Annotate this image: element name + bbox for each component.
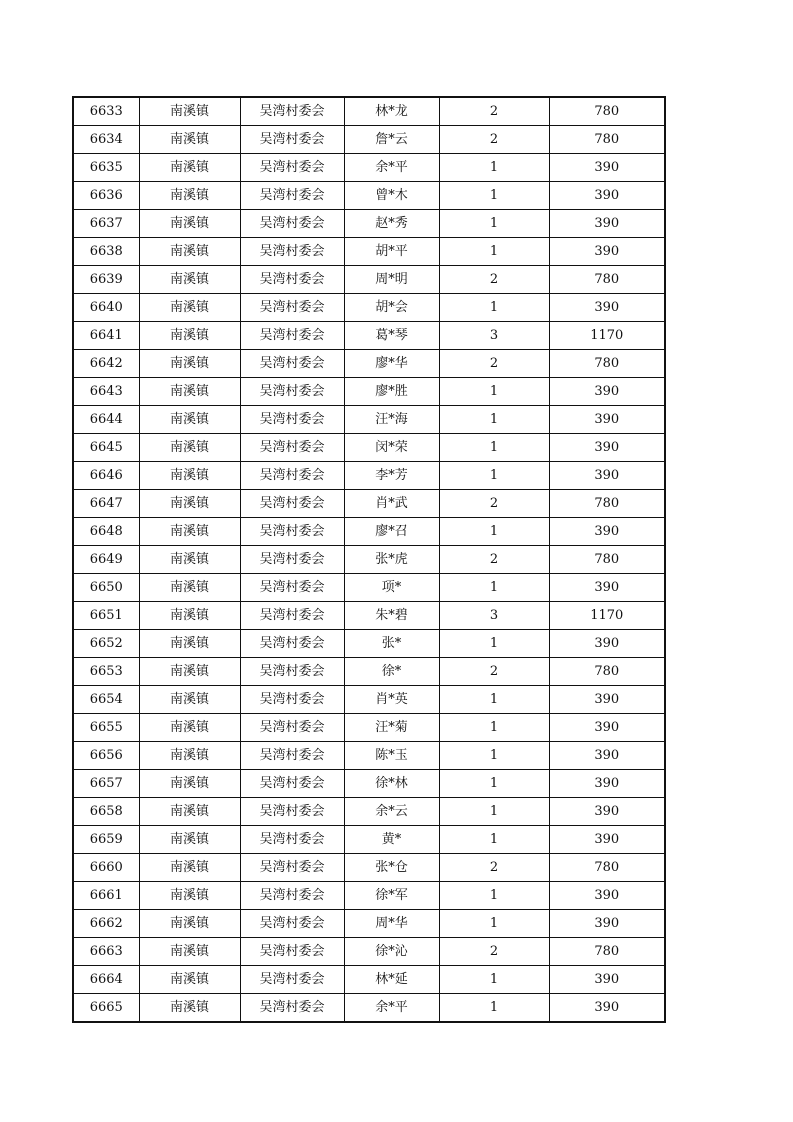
count-cell: 1 xyxy=(439,210,549,238)
village-cell: 吴湾村委会 xyxy=(240,910,344,938)
row-id-cell: 6652 xyxy=(73,630,139,658)
name-cell: 徐*沁 xyxy=(344,938,439,966)
count-cell: 1 xyxy=(439,770,549,798)
table-row xyxy=(73,97,665,126)
village-cell: 吴湾村委会 xyxy=(240,462,344,490)
count-cell: 1 xyxy=(439,154,549,182)
town-cell: 南溪镇 xyxy=(139,966,240,994)
village-cell: 吴湾村委会 xyxy=(240,798,344,826)
table-row xyxy=(73,882,665,910)
name-cell: 肖*英 xyxy=(344,686,439,714)
amount-cell: 390 xyxy=(549,518,665,546)
amount-cell: 780 xyxy=(549,490,665,518)
count-cell: 2 xyxy=(439,490,549,518)
count-cell: 1 xyxy=(439,686,549,714)
village-cell: 吴湾村委会 xyxy=(240,602,344,630)
village-cell: 吴湾村委会 xyxy=(240,882,344,910)
amount-cell: 390 xyxy=(549,238,665,266)
town-cell: 南溪镇 xyxy=(139,518,240,546)
count-cell: 1 xyxy=(439,238,549,266)
name-cell: 徐*军 xyxy=(344,882,439,910)
name-cell: 廖*胜 xyxy=(344,378,439,406)
village-cell: 吴湾村委会 xyxy=(240,658,344,686)
name-cell: 闵*荣 xyxy=(344,434,439,462)
name-cell: 陈*玉 xyxy=(344,742,439,770)
row-id-cell: 6650 xyxy=(73,574,139,602)
row-id-cell: 6651 xyxy=(73,602,139,630)
amount-cell: 780 xyxy=(549,126,665,154)
row-id-cell: 6654 xyxy=(73,686,139,714)
table-row xyxy=(73,210,665,238)
table-row xyxy=(73,434,665,462)
row-id-cell: 6659 xyxy=(73,826,139,854)
amount-cell: 390 xyxy=(549,630,665,658)
name-cell: 张* xyxy=(344,630,439,658)
count-cell: 1 xyxy=(439,462,549,490)
village-cell: 吴湾村委会 xyxy=(240,546,344,574)
town-cell: 南溪镇 xyxy=(139,322,240,350)
name-cell: 胡*平 xyxy=(344,238,439,266)
row-id-cell: 6643 xyxy=(73,378,139,406)
name-cell: 徐* xyxy=(344,658,439,686)
town-cell: 南溪镇 xyxy=(139,182,240,210)
table-row xyxy=(73,602,665,630)
amount-cell: 390 xyxy=(549,462,665,490)
village-cell: 吴湾村委会 xyxy=(240,938,344,966)
village-cell: 吴湾村委会 xyxy=(240,378,344,406)
row-id-cell: 6662 xyxy=(73,910,139,938)
amount-cell: 780 xyxy=(549,546,665,574)
name-cell: 朱*碧 xyxy=(344,602,439,630)
table-row xyxy=(73,238,665,266)
town-cell: 南溪镇 xyxy=(139,97,240,126)
name-cell: 项* xyxy=(344,574,439,602)
table-row xyxy=(73,126,665,154)
village-cell: 吴湾村委会 xyxy=(240,854,344,882)
town-cell: 南溪镇 xyxy=(139,238,240,266)
table-row xyxy=(73,686,665,714)
table-row xyxy=(73,994,665,1023)
amount-cell: 390 xyxy=(549,686,665,714)
row-id-cell: 6638 xyxy=(73,238,139,266)
town-cell: 南溪镇 xyxy=(139,210,240,238)
count-cell: 1 xyxy=(439,378,549,406)
table-row xyxy=(73,546,665,574)
row-id-cell: 6633 xyxy=(73,97,139,126)
town-cell: 南溪镇 xyxy=(139,770,240,798)
village-cell: 吴湾村委会 xyxy=(240,154,344,182)
table-row xyxy=(73,406,665,434)
row-id-cell: 6645 xyxy=(73,434,139,462)
name-cell: 周*明 xyxy=(344,266,439,294)
amount-cell: 780 xyxy=(549,658,665,686)
count-cell: 1 xyxy=(439,294,549,322)
row-id-cell: 6664 xyxy=(73,966,139,994)
row-id-cell: 6656 xyxy=(73,742,139,770)
name-cell: 林*龙 xyxy=(344,97,439,126)
count-cell: 3 xyxy=(439,322,549,350)
town-cell: 南溪镇 xyxy=(139,910,240,938)
table-row xyxy=(73,490,665,518)
table-body xyxy=(73,97,665,1022)
row-id-cell: 6661 xyxy=(73,882,139,910)
town-cell: 南溪镇 xyxy=(139,126,240,154)
town-cell: 南溪镇 xyxy=(139,630,240,658)
amount-cell: 780 xyxy=(549,97,665,126)
amount-cell: 390 xyxy=(549,882,665,910)
town-cell: 南溪镇 xyxy=(139,994,240,1023)
count-cell: 1 xyxy=(439,574,549,602)
name-cell: 汪*菊 xyxy=(344,714,439,742)
row-id-cell: 6641 xyxy=(73,322,139,350)
name-cell: 张*仓 xyxy=(344,854,439,882)
village-cell: 吴湾村委会 xyxy=(240,350,344,378)
table-row xyxy=(73,630,665,658)
amount-cell: 390 xyxy=(549,770,665,798)
table-row xyxy=(73,518,665,546)
table-row xyxy=(73,378,665,406)
name-cell: 黄* xyxy=(344,826,439,854)
name-cell: 胡*会 xyxy=(344,294,439,322)
town-cell: 南溪镇 xyxy=(139,462,240,490)
village-cell: 吴湾村委会 xyxy=(240,490,344,518)
village-cell: 吴湾村委会 xyxy=(240,322,344,350)
amount-cell: 390 xyxy=(549,378,665,406)
count-cell: 2 xyxy=(439,97,549,126)
table-row xyxy=(73,322,665,350)
row-id-cell: 6653 xyxy=(73,658,139,686)
village-cell: 吴湾村委会 xyxy=(240,126,344,154)
table-row xyxy=(73,714,665,742)
table-row xyxy=(73,966,665,994)
amount-cell: 390 xyxy=(549,714,665,742)
village-cell: 吴湾村委会 xyxy=(240,770,344,798)
town-cell: 南溪镇 xyxy=(139,602,240,630)
village-cell: 吴湾村委会 xyxy=(240,406,344,434)
row-id-cell: 6634 xyxy=(73,126,139,154)
town-cell: 南溪镇 xyxy=(139,434,240,462)
row-id-cell: 6658 xyxy=(73,798,139,826)
table-row xyxy=(73,742,665,770)
name-cell: 肖*武 xyxy=(344,490,439,518)
village-cell: 吴湾村委会 xyxy=(240,294,344,322)
table-row xyxy=(73,154,665,182)
row-id-cell: 6649 xyxy=(73,546,139,574)
count-cell: 2 xyxy=(439,938,549,966)
town-cell: 南溪镇 xyxy=(139,378,240,406)
count-cell: 2 xyxy=(439,546,549,574)
town-cell: 南溪镇 xyxy=(139,882,240,910)
town-cell: 南溪镇 xyxy=(139,490,240,518)
town-cell: 南溪镇 xyxy=(139,714,240,742)
count-cell: 1 xyxy=(439,630,549,658)
count-cell: 1 xyxy=(439,966,549,994)
row-id-cell: 6657 xyxy=(73,770,139,798)
count-cell: 1 xyxy=(439,714,549,742)
village-cell: 吴湾村委会 xyxy=(240,574,344,602)
name-cell: 廖*召 xyxy=(344,518,439,546)
count-cell: 2 xyxy=(439,126,549,154)
village-cell: 吴湾村委会 xyxy=(240,714,344,742)
village-cell: 吴湾村委会 xyxy=(240,686,344,714)
amount-cell: 390 xyxy=(549,910,665,938)
count-cell: 1 xyxy=(439,798,549,826)
table-row xyxy=(73,798,665,826)
name-cell: 周*华 xyxy=(344,910,439,938)
amount-cell: 390 xyxy=(549,966,665,994)
amount-cell: 390 xyxy=(549,742,665,770)
name-cell: 余*平 xyxy=(344,154,439,182)
row-id-cell: 6644 xyxy=(73,406,139,434)
amount-cell: 390 xyxy=(549,294,665,322)
name-cell: 曾*木 xyxy=(344,182,439,210)
village-cell: 吴湾村委会 xyxy=(240,210,344,238)
row-id-cell: 6639 xyxy=(73,266,139,294)
village-cell: 吴湾村委会 xyxy=(240,182,344,210)
count-cell: 2 xyxy=(439,350,549,378)
town-cell: 南溪镇 xyxy=(139,798,240,826)
town-cell: 南溪镇 xyxy=(139,266,240,294)
amount-cell: 390 xyxy=(549,406,665,434)
row-id-cell: 6663 xyxy=(73,938,139,966)
name-cell: 徐*林 xyxy=(344,770,439,798)
count-cell: 2 xyxy=(439,266,549,294)
row-id-cell: 6648 xyxy=(73,518,139,546)
row-id-cell: 6665 xyxy=(73,994,139,1023)
name-cell: 张*虎 xyxy=(344,546,439,574)
town-cell: 南溪镇 xyxy=(139,686,240,714)
row-id-cell: 6636 xyxy=(73,182,139,210)
amount-cell: 390 xyxy=(549,798,665,826)
name-cell: 余*平 xyxy=(344,994,439,1023)
town-cell: 南溪镇 xyxy=(139,294,240,322)
amount-cell: 1170 xyxy=(549,322,665,350)
table-row xyxy=(73,854,665,882)
town-cell: 南溪镇 xyxy=(139,154,240,182)
row-id-cell: 6635 xyxy=(73,154,139,182)
table-row xyxy=(73,938,665,966)
town-cell: 南溪镇 xyxy=(139,826,240,854)
amount-cell: 390 xyxy=(549,154,665,182)
name-cell: 余*云 xyxy=(344,798,439,826)
row-id-cell: 6646 xyxy=(73,462,139,490)
table-row xyxy=(73,350,665,378)
village-cell: 吴湾村委会 xyxy=(240,966,344,994)
row-id-cell: 6640 xyxy=(73,294,139,322)
table-row xyxy=(73,294,665,322)
count-cell: 1 xyxy=(439,742,549,770)
amount-cell: 780 xyxy=(549,266,665,294)
village-cell: 吴湾村委会 xyxy=(240,826,344,854)
name-cell: 詹*云 xyxy=(344,126,439,154)
table-row xyxy=(73,910,665,938)
table-row xyxy=(73,266,665,294)
amount-cell: 780 xyxy=(549,938,665,966)
amount-cell: 780 xyxy=(549,854,665,882)
name-cell: 赵*秀 xyxy=(344,210,439,238)
town-cell: 南溪镇 xyxy=(139,574,240,602)
row-id-cell: 6642 xyxy=(73,350,139,378)
row-id-cell: 6655 xyxy=(73,714,139,742)
amount-cell: 390 xyxy=(549,994,665,1023)
table-row xyxy=(73,770,665,798)
count-cell: 1 xyxy=(439,882,549,910)
count-cell: 1 xyxy=(439,434,549,462)
name-cell: 李*芳 xyxy=(344,462,439,490)
village-cell: 吴湾村委会 xyxy=(240,518,344,546)
count-cell: 2 xyxy=(439,854,549,882)
table-row xyxy=(73,462,665,490)
amount-cell: 390 xyxy=(549,182,665,210)
count-cell: 2 xyxy=(439,658,549,686)
town-cell: 南溪镇 xyxy=(139,938,240,966)
amount-cell: 390 xyxy=(549,434,665,462)
village-cell: 吴湾村委会 xyxy=(240,97,344,126)
village-cell: 吴湾村委会 xyxy=(240,630,344,658)
town-cell: 南溪镇 xyxy=(139,854,240,882)
table-row xyxy=(73,658,665,686)
village-cell: 吴湾村委会 xyxy=(240,434,344,462)
amount-cell: 780 xyxy=(549,350,665,378)
count-cell: 1 xyxy=(439,994,549,1023)
amount-cell: 1170 xyxy=(549,602,665,630)
table-row xyxy=(73,182,665,210)
table-row xyxy=(73,574,665,602)
name-cell: 廖*华 xyxy=(344,350,439,378)
village-cell: 吴湾村委会 xyxy=(240,994,344,1023)
amount-cell: 390 xyxy=(549,210,665,238)
name-cell: 林*延 xyxy=(344,966,439,994)
count-cell: 3 xyxy=(439,602,549,630)
amount-cell: 390 xyxy=(549,826,665,854)
data-table xyxy=(72,96,666,1023)
table-row xyxy=(73,826,665,854)
name-cell: 葛*琴 xyxy=(344,322,439,350)
village-cell: 吴湾村委会 xyxy=(240,238,344,266)
count-cell: 1 xyxy=(439,406,549,434)
amount-cell: 390 xyxy=(549,574,665,602)
count-cell: 1 xyxy=(439,826,549,854)
row-id-cell: 6647 xyxy=(73,490,139,518)
row-id-cell: 6637 xyxy=(73,210,139,238)
name-cell: 汪*海 xyxy=(344,406,439,434)
town-cell: 南溪镇 xyxy=(139,546,240,574)
village-cell: 吴湾村委会 xyxy=(240,266,344,294)
village-cell: 吴湾村委会 xyxy=(240,742,344,770)
town-cell: 南溪镇 xyxy=(139,406,240,434)
count-cell: 1 xyxy=(439,910,549,938)
town-cell: 南溪镇 xyxy=(139,350,240,378)
town-cell: 南溪镇 xyxy=(139,742,240,770)
count-cell: 1 xyxy=(439,518,549,546)
town-cell: 南溪镇 xyxy=(139,658,240,686)
count-cell: 1 xyxy=(439,182,549,210)
row-id-cell: 6660 xyxy=(73,854,139,882)
